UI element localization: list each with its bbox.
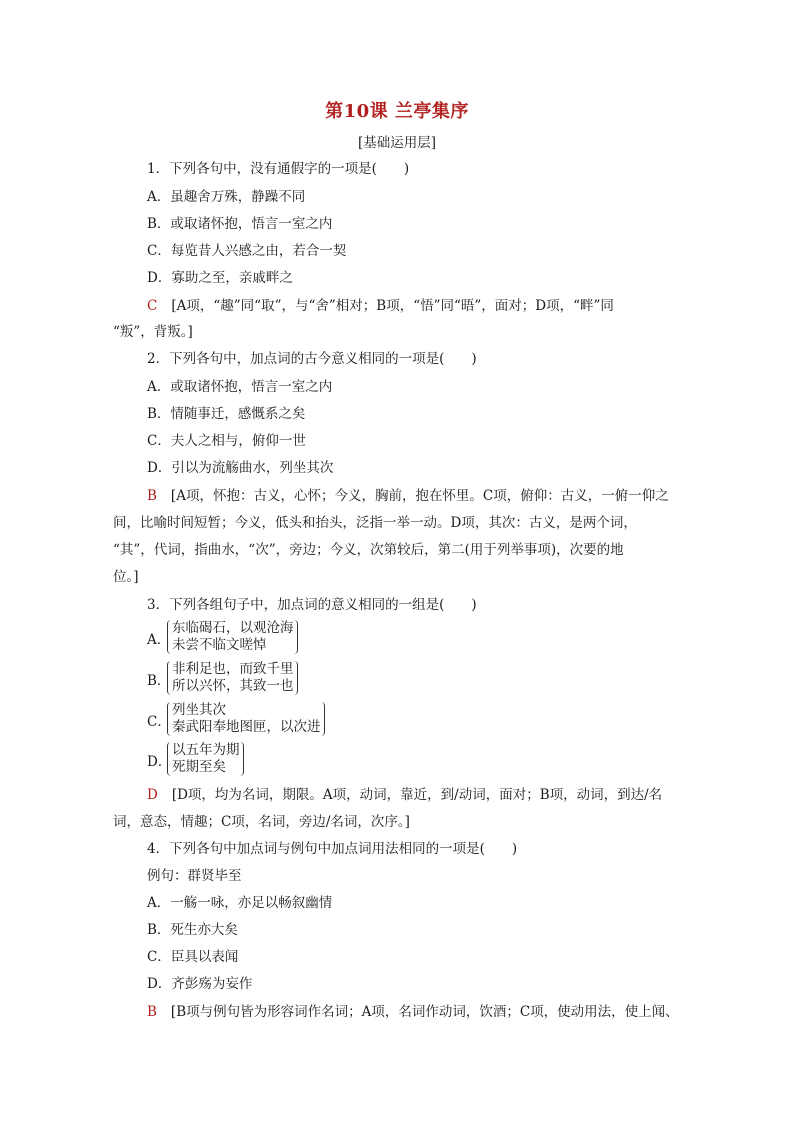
q3-option-b-line1: 非利足也，而致千里	[172, 661, 294, 677]
q3-option-a-letter: A．	[147, 632, 171, 648]
q3-answer: D	[147, 787, 158, 803]
section-heading: [基础运用层]	[357, 135, 437, 151]
q4-option-d: D．齐彭殇为妄作	[147, 976, 253, 992]
q4-option-c: C．臣具以表闻	[147, 949, 239, 965]
q3-option-a-line2: 未尝不临文嗟悼	[172, 637, 267, 653]
q4-explanation: B [B项与例句皆为形容词作名词；A项，名词作动词，饮酒；C项，使动用法，使上闻、	[147, 1004, 679, 1020]
q1-option-a: A．虽趣舍万殊，静躁不同	[147, 189, 306, 205]
q4-option-b: B．死生亦大矣	[147, 922, 238, 938]
q3-option-d-line1: 以五年为期	[172, 742, 240, 758]
q1-explanation-cont: “叛”，背叛。]	[113, 324, 193, 340]
q1-option-b: B．或取诸怀抱，悟言一室之内	[147, 216, 333, 232]
q3-option-b-letter: B．	[147, 673, 171, 689]
q2-answer: B	[147, 488, 157, 504]
q3-explanation: D [D项，均为名词，期限。A项，动词，靠近，到/动词，面对；B项，动词，到达/名	[147, 787, 663, 803]
q3-option-b-line2: 所以兴怀，其致一也	[172, 678, 294, 694]
q1-option-c: C．每览昔人兴感之由，若合一契	[147, 243, 347, 259]
q2-option-b: B．情随事迁，感慨系之矣	[147, 406, 306, 422]
q2-explanation-cont1: 间，比喻时间短暂；今义，低头和抬头，泛指一举一动。D项，其次：古义，是两个词，	[113, 515, 637, 531]
q3-option-d-line2: 死期至矣	[172, 759, 226, 775]
q1-explanation: C [A项，“趣”同“取”，与“舍”相对；B项，“悟”同“晤”，面对；D项，“畔”同	[147, 298, 614, 314]
q1-stem: 1．下列各句中，没有通假字的一项是( )	[147, 161, 410, 177]
q3-option-c-pair	[167, 702, 325, 736]
q2-option-a: A．或取诸怀抱，悟言一室之内	[147, 379, 333, 395]
q3-explanation-cont: 词，意态，情趣；C项，名词，旁边/名词，次序。]	[113, 814, 410, 830]
q3-option-a-line1: 东临碣石，以观沧海	[172, 620, 294, 636]
q3-option-b-pair	[167, 661, 298, 695]
q3-option-c-line2: 秦武阳奉地图匣，以次进	[172, 719, 321, 735]
q3-option-c-line1: 列坐其次	[172, 702, 226, 718]
q4-stem: 4．下列各句中加点词与例句中加点词用法相同的一项是( )	[147, 841, 518, 857]
q4-answer: B	[147, 1004, 157, 1020]
q1-answer: C	[147, 298, 158, 314]
q2-explanation: B [A项，怀抱：古义，心怀；今义，胸前，抱在怀里。C项，俯仰：古义，一俯一仰之	[147, 488, 669, 504]
q3-stem: 3．下列各组句子中，加点词的意义相同的一组是( )	[147, 597, 477, 613]
q2-option-d: D．引以为流觞曲水，列坐其次	[147, 460, 334, 476]
q3-option-d-letter: D．	[147, 754, 172, 770]
q1-option-d: D．寡助之至，亲戚畔之	[147, 270, 293, 286]
q3-option-a-pair	[167, 620, 298, 654]
q3-option-d-pair	[167, 742, 244, 776]
q2-stem: 2．下列各句中，加点词的古今意义相同的一项是( )	[147, 351, 477, 367]
q4-option-a: A．一觞一咏，亦足以畅叙幽情	[147, 895, 333, 911]
q2-explanation-cont3: 位。]	[113, 569, 139, 585]
q4-example: 例句：群贤毕至	[147, 868, 242, 884]
q2-explanation-cont2: “其”，代词，指曲水，“次”，旁边；今义，次第较后，第二(用于列举事项)，次要的地	[113, 542, 624, 558]
q2-option-c: C．夫人之相与，俯仰一世	[147, 433, 306, 449]
q3-option-c-letter: C．	[147, 714, 171, 730]
page-title: 第10课 兰亭集序	[325, 101, 469, 122]
